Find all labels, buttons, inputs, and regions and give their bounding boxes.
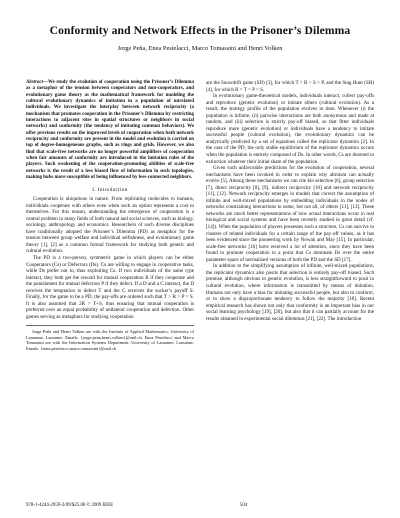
page-footer — [26, 503, 374, 508]
paragraph: Cooperation is ubiquitous in nature. From replicating molecules to humans, individuals cooperate with others even when such an option represents a cost to themselves. For this reason, understanding the emergence of cooperation is a central problem in many fields of both natural and social sciences, such as biology, sociology, anthropology and economics. Researchers of such diverse disciplines have traditionally adopted the Prisoner’s Dilemma (PD) as metaphor for the tension between group welfare and individual selfishness, and evolutionary game theory [1], [2] as a common formal framework for studying both genetic and cultural evolution. — [26, 196, 194, 255]
paper-authors: Jorge Peña, Enea Pestelacci, Marco Tomassini and Henri Volken — [117, 45, 283, 52]
left-column — [26, 80, 194, 351]
isbn-copyright: 978-1-4244-2959-2/09/$25.00 © 2009 IEEE — [26, 503, 114, 508]
paragraph: are the Snowdrift game (SD) [3], for which T > R > S > P, and the Stag Hunt (SH) [4], for which R > T > P > S. — [206, 80, 374, 93]
abstract-text: —We study the evolution of cooperation using the Prisoner’s Dilemma as a metaphor of the tension between cooperators and non-cooperators, and evolutionary game theory as the mathematical framework for modeling the cultural evolutionary dynamics of imitation in a population of unrelated individuals. We investigate the interplay between network reciprocity (a mechanism that promotes cooperation in the Prisoner’s Dilemma by restricting interactions to adjacent sites in spatial structures or neighbors in social networks) and conformity (the tendency of imitating common behaviors). We offer previous results on the improved levels of cooperation when both network reciprocity and conformity are present in the model and evolution is carried on top of degree-homogeneous graphs, such as rings and grids. However, we also find that scale-free networks are no longer powerful amplifiers of cooperation when fair amounts of conformity are introduced in the imitation rules of the players. Such weakening of the cooperation-promoting abilities of scale-free networks is the result of a less biased flow of information in such topologies, making hubs more susceptible of being influenced by less-connected neighbors. — [26, 80, 194, 181]
section-heading-introduction: I. Introduction — [92, 186, 128, 193]
page-number: 504 — [239, 503, 248, 508]
paragraph: In addition to the simplifying assumption of infinite, well-mixed populations, the replicator dynamics also posits that selection is entirely pay-off biased. Such premise, although obvious in genetic evolution, is less straightforward to posit in cultural evolution, where information is transmitted by means of imitation. Humans not only have a bias for imitating successful people, but also to conform, or to show a disproportionate tendency to follow the majority [18]. Recent empirical research has shown not only that conformity is an important bias in our social learning psychology [19], [20], but also that it can partially account for the results obtained in experimental social dilemmas [21], [22]. The introduction — [206, 263, 374, 322]
two-column-body — [26, 80, 374, 351]
paragraph: The PD is a two-person, symmetric game in which players can be either Cooperators (Cs) or Defectors (Ds). Cs are willing to engage in cooperative tasks, while Ds prefer not to, thus exploiting Cs. If two individuals of the same type interact, they both get the reward for mutual cooperation R if they cooperate and the punishment for mutual defection P if they defect. If a D and a C interact, the D receives the temptation to defect T and the C receives the sucker’s payoff S. Finally, for the game to be a PD, the pay-offs are ordered such that T > R > P > S. It is also assumed that 2R > T+S, thus ensuring that mutual cooperation is preferred over an equal probability of unilateral cooperation and defection. Other games serving as metaphors for studying cooperation — [26, 254, 194, 320]
paper-title: Conformity and Network Effects in the Prisoner’s Dilemma — [49, 24, 351, 37]
paragraph: Given such unfavorable predictions for the evolution of cooperation, several mechanisms have been invoked in order to explain why altruism can actually evolve [5]. Among these mechanisms we can cite kin selection [6], group selection [7], direct reciprocity [8], [9], indirect reciprocity [10] and network reciprocity [11], [12]. Network reciprocity emerges in models that correct the assumption of infinite and well-mixed populations by embedding individuals in the nodes of networks constraining interactions to some, but not all, of others [11], [13]. These networks are much better representations of how actual interactions occur in real biological and social systems and have been recently studied in great detail (cf. [14]). When the population of players possesses such a structure, Cs can survive in clusters of related individuals for a certain range of the pay-off values, as it has been evidenced since the pioneering work by Nowak and May [15]. In particular, scale-free networks [16] have received a lot of attention, since they have been found to promote cooperation to a point that Cs dominate Ds over the entire parameter space of normalized versions of both the PD and the SD [17]. — [206, 165, 374, 263]
abstract — [26, 80, 194, 182]
paragraph: In evolutionary game-theoretical models, individuals interact, collect pay-offs and reproduce (genetic evolution) or imitate others (cultural evolution). As a result, the strategy profile of the population evolves in time. Whenever (i) the population is infinite, (ii) pairwise interactions are both anonymous and made at random, and (iii) selection is strictly pay-off biased, so that fitter individuals reproduce more (genetic evolution) or individuals have a tendency to imitate successful people (cultural evolution), the evolutionary dynamics can be analytically predicted by a set of equations called the replicator dynamics [2]. In the case of the PD, the only stable equilibrium of the replicator dynamics occurs when the population is entirely composed of Ds. In other words, Cs are doomed to extinction whatever their initial share of the population. — [206, 93, 374, 165]
right-column — [206, 80, 374, 351]
abstract-lead: Abstract — [26, 80, 44, 85]
author-footnote: Jorge Peña and Henri Volken are with the Institute of Applied Mathematics, University of Lausanne, Lausanne. Emails: {jorge.pena,henri.volken}@unil.ch. Enea Pestelacci and Marco Tomassini are with the Information Systems Department, University of Lausanne, Lausanne. Emails: {enea.pestelacci,marco.tomassini}@unil.ch — [26, 325, 194, 351]
